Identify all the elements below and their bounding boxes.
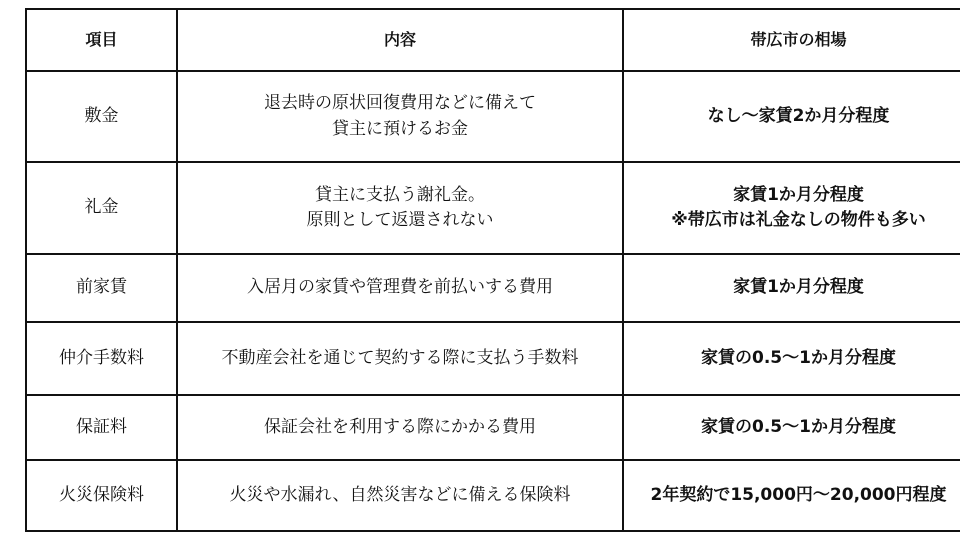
content-line: 不動産会社を通じて契約する際に支払う手数料 xyxy=(221,347,579,368)
row-item-cell: 保証料 xyxy=(26,395,177,459)
content-line: 保証会社を利用する際にかかる費用 xyxy=(264,416,536,437)
row-item-cell: 礼金 xyxy=(26,162,177,253)
rate-line: なし～家賃2か月分程度 xyxy=(707,105,890,126)
row-item-cell: 敷金 xyxy=(26,71,177,162)
content-line: 貸主に預けるお金 xyxy=(332,118,468,139)
table-row xyxy=(26,254,960,322)
cost-table-container xyxy=(25,8,947,532)
table-row xyxy=(26,162,960,253)
row-item-cell: 前家賃 xyxy=(26,254,177,322)
rate-line: 2年契約で15,000円～20,000円程度 xyxy=(650,484,947,505)
header-item: 項目 xyxy=(26,9,177,71)
row-item-cell: 仲介手数料 xyxy=(26,322,177,395)
rate-line: 家賃の0.5～1か月分程度 xyxy=(701,416,896,437)
header-content: 内容 xyxy=(177,9,623,71)
row-rate-cell xyxy=(623,460,960,531)
row-rate-cell xyxy=(623,322,960,395)
header-rate: 帯広市の相場 xyxy=(623,9,960,71)
row-content-cell xyxy=(177,395,623,459)
content-line: 入居月の家賃や管理費を前払いする費用 xyxy=(247,277,553,298)
row-rate-cell xyxy=(623,162,960,253)
rate-line: 家賃1か月分程度 xyxy=(733,184,864,205)
row-content-cell xyxy=(177,460,623,531)
row-rate-cell xyxy=(623,71,960,162)
content-line: 退去時の原状回復費用などに備えて xyxy=(264,93,536,114)
table-row xyxy=(26,395,960,459)
row-item-cell: 火災保険料 xyxy=(26,460,177,531)
row-content-cell xyxy=(177,254,623,322)
content-line: 貸主に支払う謝礼金。 xyxy=(315,184,485,205)
row-rate-cell xyxy=(623,395,960,459)
row-content-cell xyxy=(177,71,623,162)
rate-note-line: ※帯広市は礼金なしの物件も多い xyxy=(671,210,926,231)
table-row xyxy=(26,322,960,395)
table-row xyxy=(26,460,960,531)
content-line: 火災や水漏れ、自然災害などに備える保険料 xyxy=(229,484,571,505)
row-rate-cell xyxy=(623,254,960,322)
table-row xyxy=(26,71,960,162)
content-line: 原則として返還されない xyxy=(306,210,494,231)
table-header-row xyxy=(26,9,960,71)
cost-table xyxy=(25,8,960,532)
rate-line: 家賃1か月分程度 xyxy=(733,277,864,298)
rate-line: 家賃の0.5～1か月分程度 xyxy=(701,347,896,368)
row-content-cell xyxy=(177,322,623,395)
row-content-cell xyxy=(177,162,623,253)
